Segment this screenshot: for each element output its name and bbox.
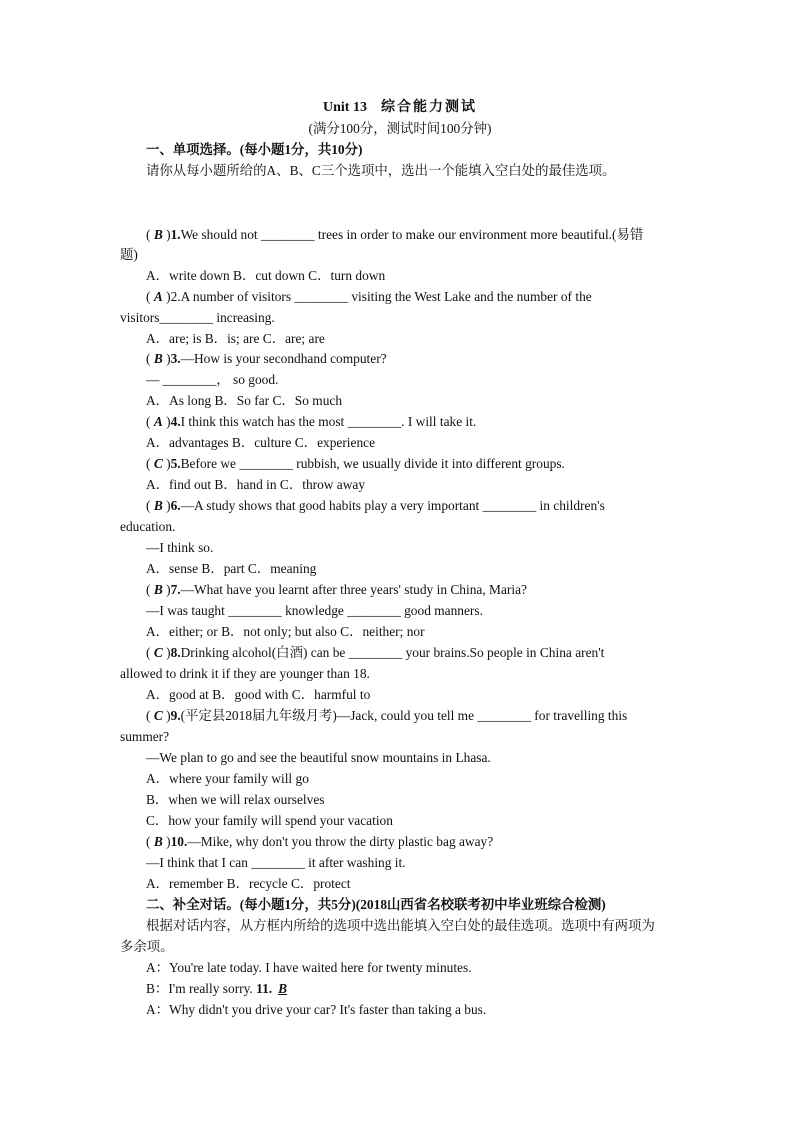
question-number-9: 9. [170,708,181,723]
section2-heading: 二、补全对话。(每小题1分，共5分)(2018山西省名校联考初中毕业班综合检测) [146,897,606,912]
question-8: ( C )8.Drinking alcohol(白酒) can be ________ your brains.So people in China aren't [146,645,605,660]
question-6-line2: education. [120,519,176,534]
question-7: ( B )7.—What have you learnt after three years' study in China, Maria? [146,582,527,597]
question-9-option-b: B．when we will relax ourselves [146,792,325,807]
unit-label: Unit 13 [323,100,367,115]
question-3: ( B )3.—How is your secondhand computer? [146,351,387,366]
answer-5: C [153,456,163,471]
question-2-line2: visitors________ increasing. [120,310,275,325]
question-number-8: 8. [170,645,181,660]
question-2: ( A )2.A number of visitors ________ visiting the West Lake and the number of the [146,289,592,304]
question-6-line3: —I think so. [146,540,214,555]
answer-3: B [153,351,163,366]
question-text-10: —Mike, why don't you throw the dirty plastic bag away? [187,834,494,849]
dialog-line-1: A：You're late today. I have waited here for twenty minutes. [146,960,472,975]
question-1: ( B )1.We should not ________ trees in order to make our environment more beautiful.(易错 [146,227,644,242]
question-1-options: A．write down B．cut down C．turn down [146,268,386,283]
question-9: ( C )9.(平定县2018届九年级月考)—Jack, could you tell me ________ for travelling this [146,708,628,723]
question-5: ( C )5.Before we ________ rubbish, we usually divide it into different groups. [146,456,565,471]
question-9-option-a: A．where your family will go [146,771,309,786]
title-cn: 综合能力测试 [380,100,477,115]
question-number-2: 2. [170,289,181,304]
dialog-line-2-text: B：I'm really sorry. [146,981,257,996]
section2-instruction: 根据对话内容，从方框内所给的选项中选出能填入空白处的最佳选项。选项中有两项为 [146,918,655,933]
answer-7: B [153,582,163,597]
question-9-line3: —We plan to go and see the beautiful snow mountains in Lhasa. [146,750,491,765]
question-6: ( B )6.—A study shows that good habits play a very important ________ in children's [146,498,605,513]
question-text-5: Before we ________ rubbish, we usually divide it into different groups. [180,456,565,471]
question-9-option-c: C．how your family will spend your vacation [146,813,393,828]
question-4-options: A．advantages B．culture C．experience [146,435,376,450]
question-3-options: A．As long B．So far C．So much [146,393,343,408]
answer-2: A [153,289,163,304]
dialog-line-2 [146,979,293,999]
question-7-line2: —I was taught ________ knowledge ________ good manners. [146,603,483,618]
question-number-3: 3. [170,351,181,366]
question-text-8: Drinking alcohol(白酒) can be ________ your brains.So people in China aren't [180,645,605,660]
answer-9: C [153,708,163,723]
question-number-6: 6. [170,498,181,513]
question-text-4: I think this watch has the most ________. I will take it. [180,414,477,429]
question-3-line2: — ________， so good. [146,372,279,387]
section1-heading: 一、单项选择。(每小题1分，共10分) [146,142,363,157]
answer-1: B [153,227,163,242]
question-number-1: 1. [170,227,181,242]
section2-instruction-line2: 多余项。 [120,939,174,954]
question-text-6: —A study shows that good habits play a very important ________ in children's [180,498,605,513]
question-9-line2: summer? [120,729,170,744]
question-text-7: —What have you learnt after three years' study in China, Maria? [180,582,527,597]
answer-8: C [153,645,163,660]
question-number-4: 4. [170,414,181,429]
question-text-2: A number of visitors ________ visiting the West Lake and the number of the [180,289,592,304]
dialog-line-3: A：Why didn't you drive your car? It's faster than taking a bus. [146,1002,487,1017]
question-2-options: A．are; is B．is; are C．are; are [146,331,325,346]
question-8-line2: allowed to drink it if they are younger than 18. [120,666,370,681]
question-10: ( B )10.—Mike, why don't you throw the dirty plastic bag away? [146,834,494,849]
question-10-options: A．remember B．recycle C．protect [146,876,351,891]
question-4: ( A )4.I think this watch has the most ________. I will take it. [146,414,477,429]
page-subtitle: (满分100分，测试时间100分钟) [308,121,492,136]
answer-10: B [153,834,163,849]
answer-4: A [153,414,163,429]
question-6-options: A．sense B．part C．meaning [146,561,317,576]
question-text-1: We should not ________ trees in order to make our environment more beautiful.(易错 [180,227,644,242]
question-8-options: A．good at B．good with C．harmful to [146,687,371,702]
question-1-line2: 题) [120,247,138,262]
question-text-3: —How is your secondhand computer? [180,351,387,366]
blank-answer-11: B [278,981,288,996]
question-number-10: 10. [170,834,188,849]
page-title [0,98,800,118]
question-10-line2: —I think that I can ________ it after washing it. [146,855,406,870]
question-5-options: A．find out B．hand in C．throw away [146,477,366,492]
question-number-5: 5. [170,456,181,471]
section1-instruction: 请你从每小题所给的A、B、C三个选项中，选出一个能填入空白处的最佳选项。 [146,163,616,178]
question-7-options: A．either; or B．not only; but also C．neither; nor [146,624,425,639]
blank-number-11: 11. [256,981,273,996]
question-number-7: 7. [170,582,181,597]
answer-6: B [153,498,163,513]
question-text-9: (平定县2018届九年级月考)—Jack, could you tell me ________ for travelling this [180,708,628,723]
